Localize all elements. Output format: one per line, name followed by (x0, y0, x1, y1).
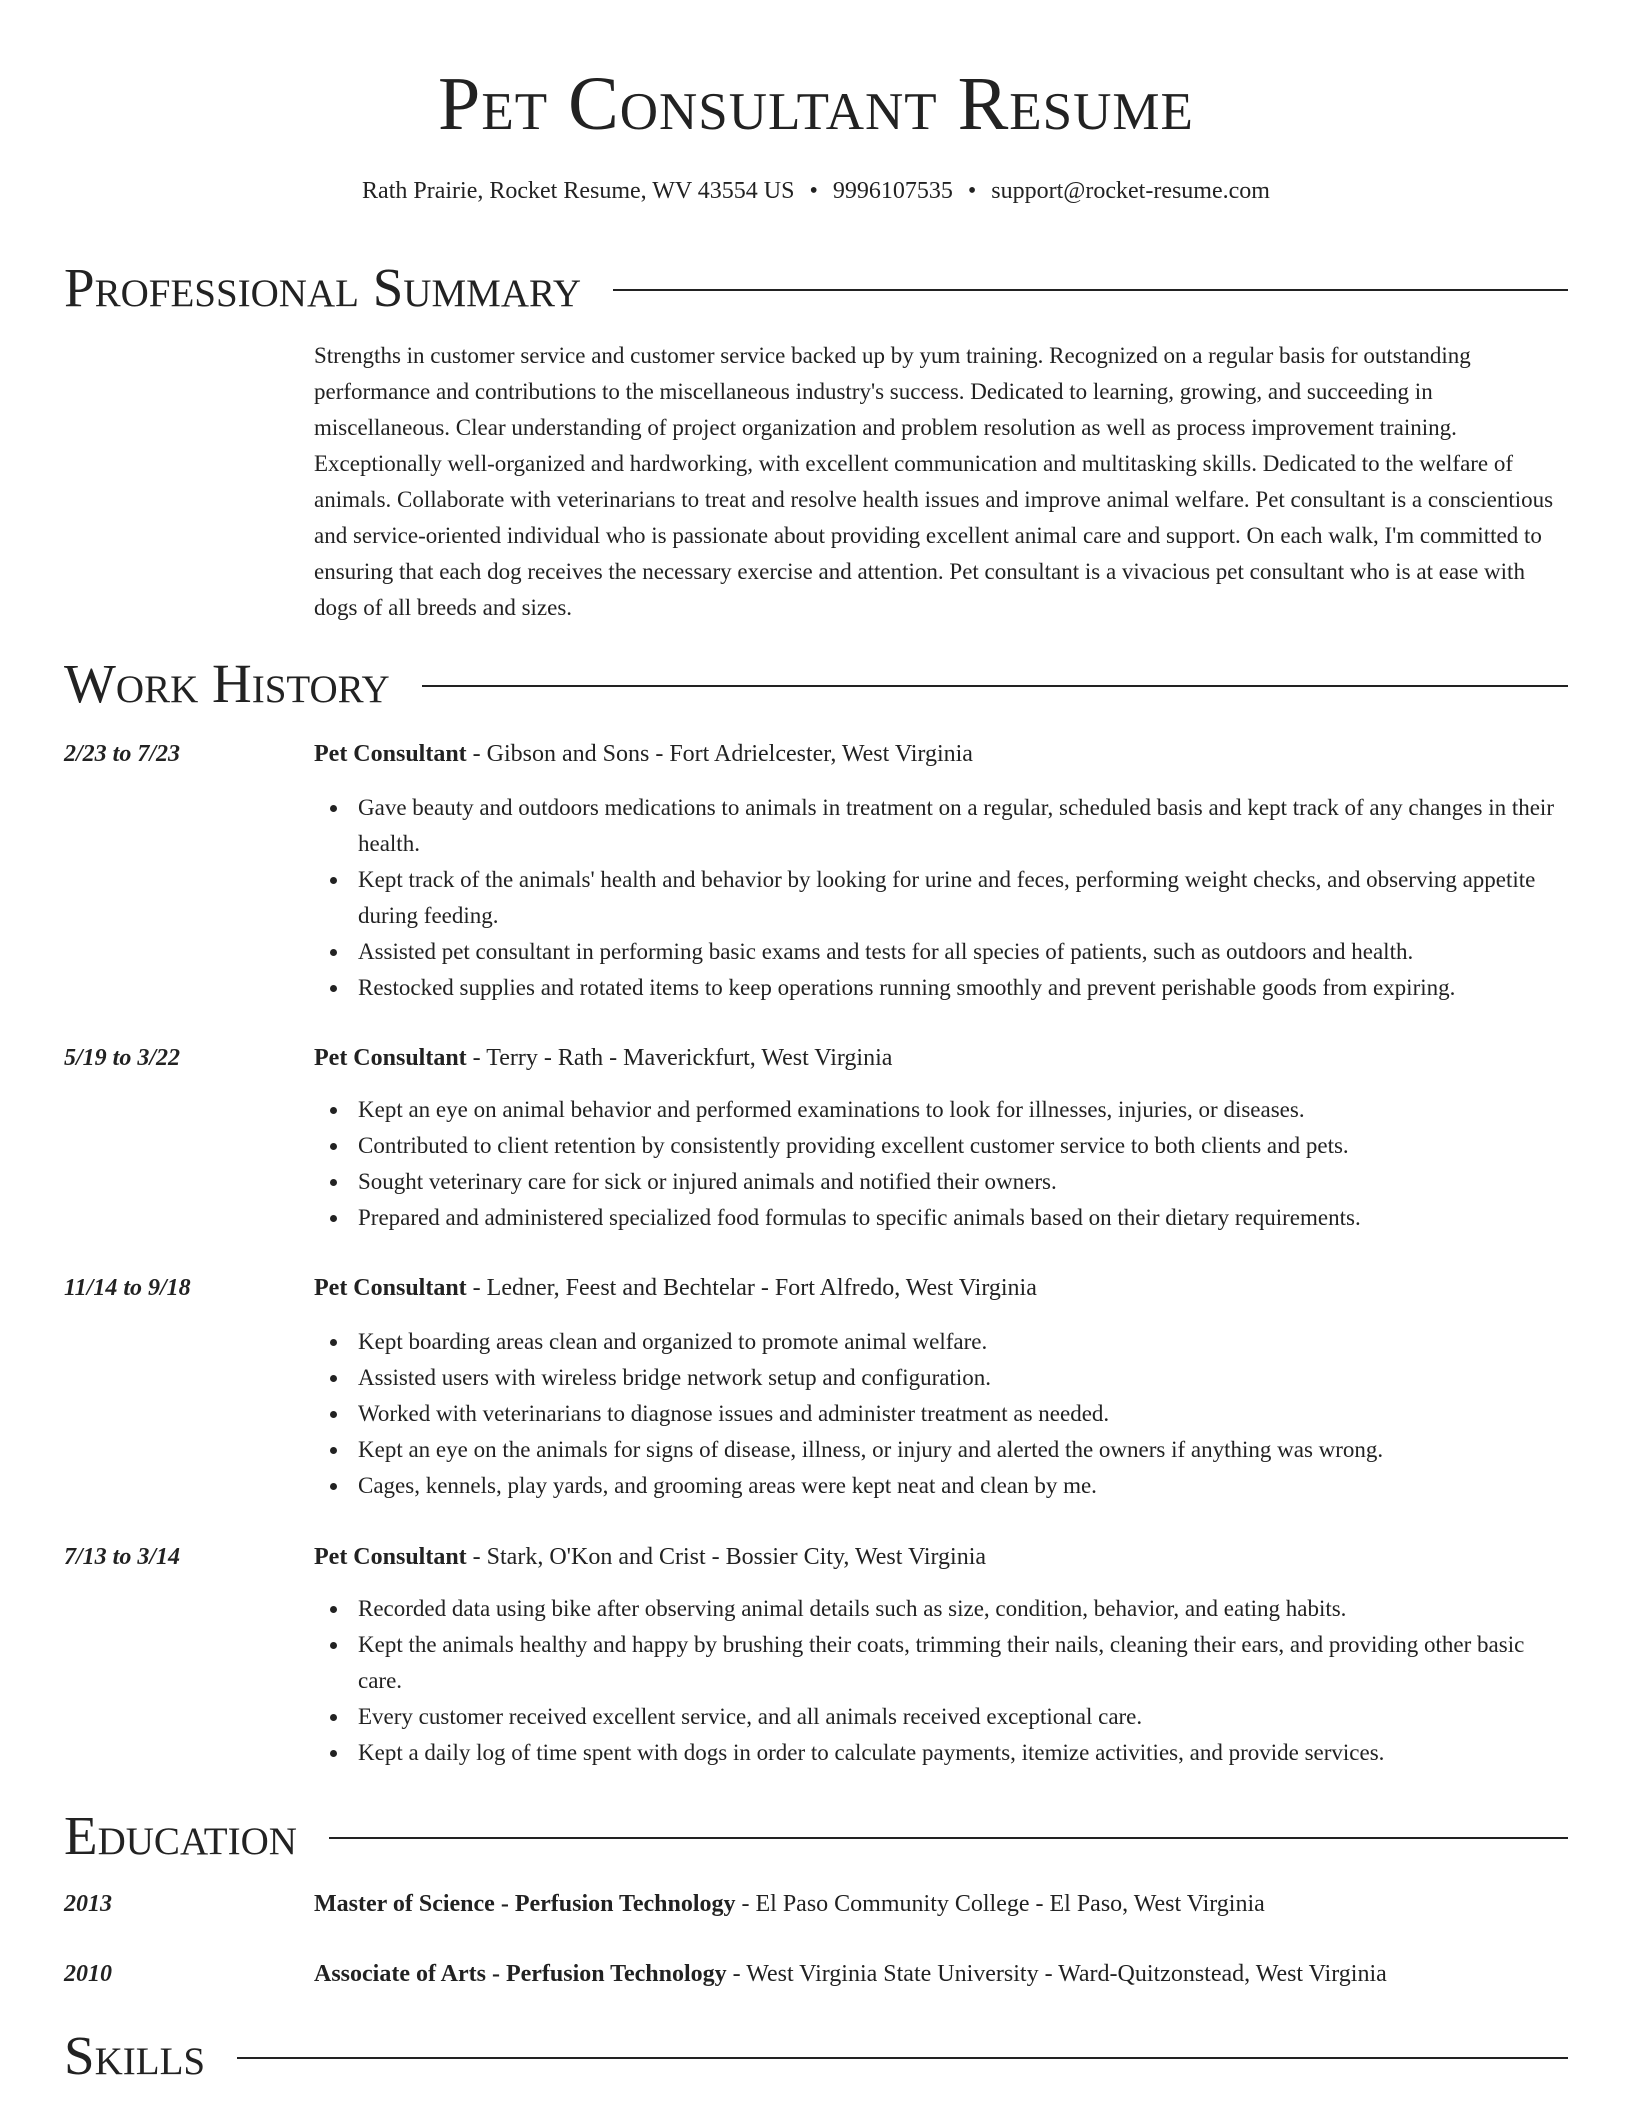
job-bullets (314, 1324, 1574, 1504)
job-bullet: Kept track of the animals' health and behavior by looking for urine and feces, performing weight checks, and observing appetite during feeding. (314, 862, 1574, 934)
job-bullets (314, 790, 1574, 1006)
job-bullet: Kept boarding areas clean and organized to promote animal welfare. (314, 1324, 1574, 1360)
education-degree: Master of Science - Perfusion Technology (314, 1891, 736, 1917)
job-bullet: Sought veterinary care for sick or injured animals and notified their owners. (314, 1164, 1574, 1200)
section-divider (422, 685, 1568, 687)
education-heading (314, 1958, 1574, 1990)
section-title-education: Education (64, 1805, 297, 1866)
education-degree: Associate of Arts - Perfusion Technology (314, 1961, 727, 1987)
contact-phone: 9996107535 (832, 178, 953, 204)
section-title-skills: Skills (64, 2025, 206, 2086)
job-heading (314, 738, 1574, 770)
job-title: Pet Consultant (314, 1544, 467, 1570)
education-heading (314, 1888, 1574, 1920)
job-employer: - Ledner, Feest and Bechtelar - Fort Alfredo, West Virginia (466, 1275, 1037, 1301)
section-heading-skills (64, 2026, 1568, 2086)
job-employer: - Terry - Rath - Maverickfurt, West Virginia (466, 1045, 893, 1071)
job-bullets (314, 1591, 1574, 1771)
section-title-summary: Professional Summary (64, 257, 582, 318)
job-date: 7/13 to 3/14 (64, 1544, 181, 1570)
job-date: 5/19 to 3/22 (64, 1045, 181, 1071)
job-bullet: Assisted pet consultant in performing basic exams and tests for all species of patients, such as outdoors and health. (314, 934, 1574, 970)
contact-email: support@rocket-resume.com (991, 178, 1270, 204)
job-bullets (314, 1092, 1574, 1236)
job-heading (314, 1042, 1574, 1074)
contact-separator: • (809, 178, 818, 204)
job-employer: - Stark, O'Kon and Crist - Bossier City, West Virginia (466, 1544, 987, 1570)
job-bullet: Restocked supplies and rotated items to keep operations running smoothly and prevent perishable goods from expiring. (314, 970, 1574, 1006)
job-date: 11/14 to 9/18 (64, 1275, 191, 1301)
job-bullet: Kept the animals healthy and happy by brushing their coats, trimming their nails, cleaning their ears, and providing other basic care. (314, 1627, 1574, 1699)
section-title-work-history: Work History (64, 653, 390, 714)
contact-address: Rath Prairie, Rocket Resume, WV 43554 US (362, 178, 795, 204)
job-bullet: Every customer received excellent service, and all animals received exceptional care. (314, 1699, 1574, 1735)
contact-line (0, 176, 1632, 206)
section-divider (329, 1837, 1568, 1839)
section-heading-education (64, 1806, 1568, 1866)
job-bullet: Prepared and administered specialized food formulas to specific animals based on their dietary requirements. (314, 1200, 1574, 1236)
job-title: Pet Consultant (314, 1275, 467, 1301)
summary-paragraph: Strengths in customer service and customer service backed up by yum training. Recognized on a regular basis for outstanding performance and contributions to the miscellaneous industry's success. Dedicated to learning, growing, and succeeding in miscellaneous. Clear understanding of project organization and problem resolution as well as process improvement training. Exceptionally well-organized and hardworking, with excellent communication and multitasking skills. Dedicated to the welfare of animals. Collaborate with veterinarians to treat and resolve health issues and improve animal welfare. Pet consultant is a conscientious and service-oriented individual who is passionate about providing excellent animal care and support. On each walk, I'm committed to ensuring that each dog receives the necessary exercise and attention. Pet consultant is a vivacious pet consultant who is at ease with dogs of all breeds and sizes. (314, 343, 1554, 620)
resume-title: Pet Consultant Resume (438, 62, 1194, 146)
section-divider (613, 289, 1568, 291)
section-heading-work-history (64, 654, 1568, 714)
job-date: 2/23 to 7/23 (64, 741, 181, 767)
contact-separator: • (967, 178, 977, 204)
section-divider (237, 2057, 1568, 2059)
section-heading-summary (64, 258, 1568, 318)
education-entry (64, 1888, 1574, 1920)
job-employer: - Gibson and Sons - Fort Adrielcester, West Virginia (466, 741, 973, 767)
job-bullet: Cages, kennels, play yards, and grooming areas were kept neat and clean by me. (314, 1468, 1574, 1504)
job-bullet: Worked with veterinarians to diagnose issues and administer treatment as needed. (314, 1396, 1574, 1432)
education-entry (64, 1958, 1574, 1990)
job-bullet: Assisted users with wireless bridge network setup and configuration. (314, 1360, 1574, 1396)
job-bullet: Contributed to client retention by consistently providing excellent customer service to both clients and pets. (314, 1128, 1574, 1164)
education-school: - El Paso Community College - El Paso, West Virginia (735, 1891, 1265, 1917)
job-heading (314, 1272, 1574, 1304)
education-school: - West Virginia State University - Ward-Quitzonstead, West Virginia (726, 1961, 1387, 1987)
education-date: 2010 (64, 1961, 112, 1987)
job-bullet: Kept a daily log of time spent with dogs in order to calculate payments, itemize activities, and provide services. (314, 1735, 1574, 1771)
job-bullet: Kept an eye on the animals for signs of disease, illness, or injury and alerted the owners if anything was wrong. (314, 1432, 1574, 1468)
job-title: Pet Consultant (314, 1045, 467, 1071)
job-bullet: Gave beauty and outdoors medications to animals in treatment on a regular, scheduled basis and kept track of any changes in their health. (314, 790, 1574, 862)
job-heading (314, 1541, 1574, 1573)
job-bullet: Kept an eye on animal behavior and performed examinations to look for illnesses, injuries, or diseases. (314, 1092, 1574, 1128)
education-date: 2013 (64, 1891, 112, 1917)
job-bullet: Recorded data using bike after observing animal details such as size, condition, behavior, and eating habits. (314, 1591, 1574, 1627)
job-title: Pet Consultant (314, 741, 467, 767)
